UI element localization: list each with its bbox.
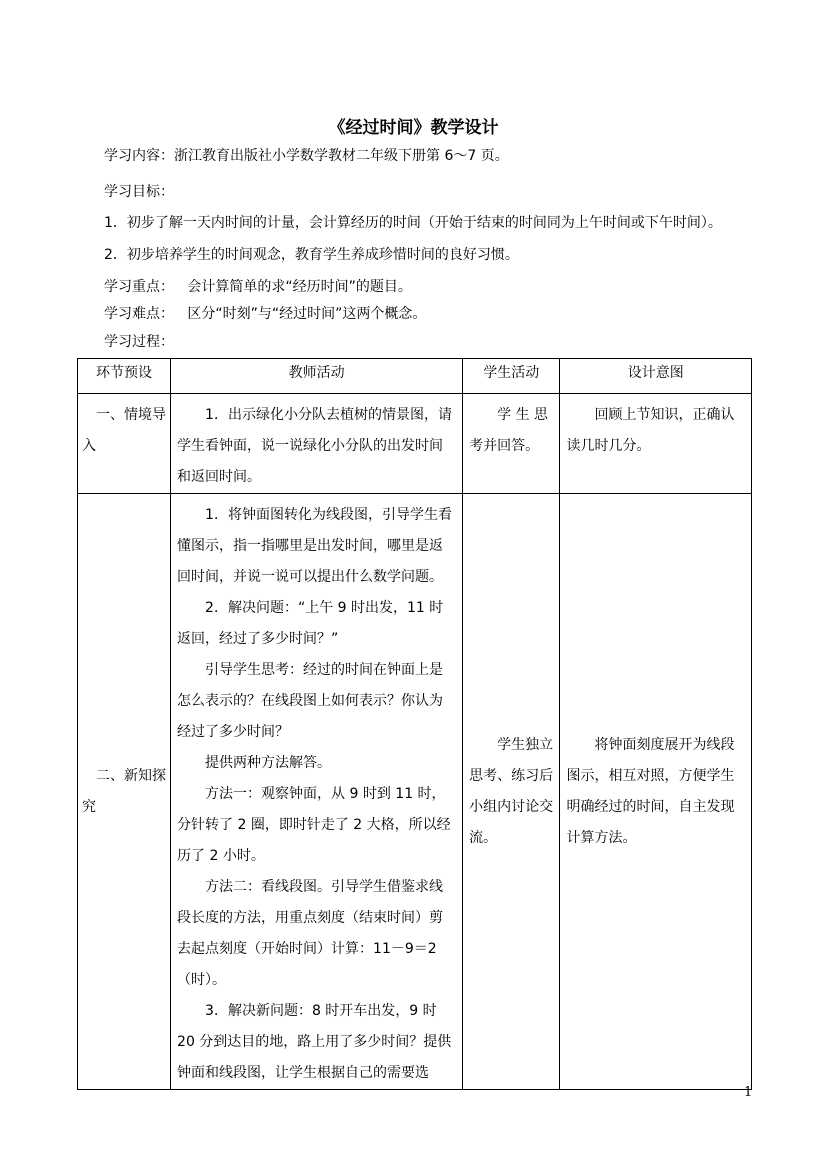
table-row (78, 394, 752, 494)
content-line: 学习内容：浙江教育出版社小学数学教材二年级下册第 6～7 页。 (104, 148, 509, 164)
row1-student: 学 生 思考并回答。 (469, 407, 549, 454)
difficulty: 学习难点： 区分“时刻”与“经过时间”这两个概念。 (104, 306, 427, 322)
lesson-plan-table (77, 358, 752, 1090)
row2-teacher-p5: 方法一：观察钟面，从 9 时到 11 时，分针转了 2 圈，即时针走了 2 大格，所以经历了 2 小时。 (177, 786, 451, 864)
row2-stage: 二、新知探究 (82, 767, 166, 815)
header-stage: 环节预设 (78, 359, 171, 394)
row1-teacher: 1．出示绿化小分队去植树的情景图，请学生看钟面，说一说绿化小分队的出发时间和返回时间。 (177, 407, 452, 485)
row2-teacher-p7: 3．解决新问题：8 时开车出发，9 时 20 分到达目的地，路上用了多少时间？提供钟面和线段图，让学生根据自己的需要选 (177, 1003, 452, 1081)
header-intent: 设计意图 (560, 359, 752, 394)
document-title: 《经过时间》教学设计 (328, 118, 499, 138)
row1-stage: 一、情境导入 (82, 407, 166, 454)
table-header-row (78, 359, 752, 394)
goal-2: 2．初步培养学生的时间观念，教育学生养成珍惜时间的良好习惯。 (104, 247, 519, 263)
row2-student: 学生独立思考、练习后小组内讨论交流。 (469, 736, 554, 846)
header-student: 学生活动 (463, 359, 560, 394)
row2-teacher-p6: 方法二：看线段图。引导学生借鉴求线段长度的方法，用重点刻度（结束时间）剪去起点刻度（开始时间）计算：11－9＝2（时）。 (177, 879, 444, 988)
goals-heading: 学习目标： (104, 184, 174, 200)
table-row (78, 494, 752, 1090)
process-heading: 学习过程： (104, 334, 174, 350)
row2-teacher-p2: 2．解决问题：“上午 9 时出发，11 时返回，经过了多少时间？” (177, 600, 444, 647)
row2-teacher-p1: 1．将钟面图转化为线段图，引导学生看懂图示，指一指哪里是出发时间，哪里是返回时间，并说一说可以提出什么数学问题。 (177, 507, 452, 585)
row1-intent: 回顾上节知识，正确认读几时几分。 (566, 407, 735, 454)
key-point: 学习重点： 会计算简单的求“经历时间”的题目。 (104, 279, 412, 295)
header-teacher: 教师活动 (171, 359, 463, 394)
row2-intent: 将钟面刻度展开为线段图示，相互对照，方便学生明确经过的时间，自主发现计算方法。 (566, 736, 735, 846)
goal-1: 1．初步了解一天内时间的计量，会计算经历的时间（开始于结束的时间同为上午时间或下午时间）。 (104, 215, 722, 231)
page-number: 1 (744, 1085, 753, 1100)
row2-teacher-p3: 引导学生思考：经过的时间在钟面上是怎么表示的？在线段图上如何表示？你认为经过了多少时间？ (177, 662, 444, 740)
row2-teacher-p4: 提供两种方法解答。 (205, 755, 332, 771)
